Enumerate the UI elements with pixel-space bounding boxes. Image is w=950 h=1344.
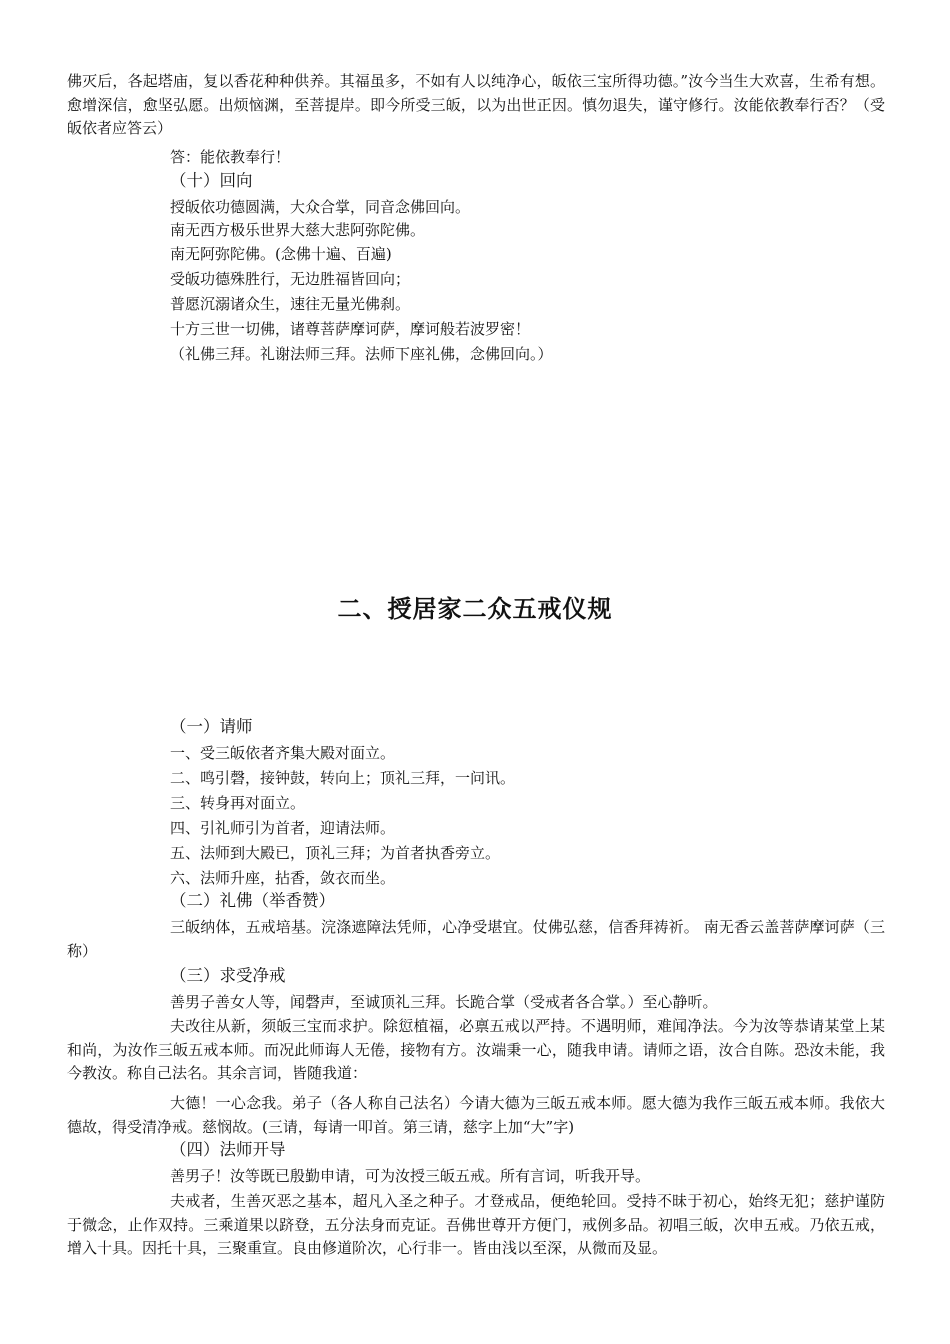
- step-item: 二、鸣引磬，接钟鼓，转向上；顶礼三拜，一问讯。: [170, 769, 516, 787]
- step-item: 四、引礼师引为首者，迎请法师。: [170, 819, 396, 837]
- dedication-line: （礼佛三拜。礼谢法师三拜。法师下座礼佛，念佛回向。）: [170, 345, 553, 363]
- section-paragraph: 三皈纳体，五戒培基。浣涤遮障法凭师，心净受堪宜。仗佛弘慈，信香拜祷祈。 南无香云盖菩萨摩诃萨（三称）: [67, 918, 885, 960]
- section-heading-instruction: （四）法师开导: [170, 1140, 286, 1159]
- section-paragraph: 夫戒者，生善灭恶之基本，超凡入圣之种子。才登戒品，便绝轮回。受持不昧于初心，始终无犯；慈护谨防于微念，止作双持。三乘道果以跻登，五分法身而克证。吾佛世尊开方便门，戒例多品。初唱三皈，次申五戒。乃依五戒，增入十具。因托十具，三聚重宣。良由修道阶次，心行非一。皆由浅以至深，从微而及显。: [67, 1192, 885, 1257]
- section-heading-worship: （二）礼佛（举香赞）: [170, 891, 335, 910]
- dedication-line: 十方三世一切佛，诸尊菩萨摩诃萨，摩诃般若波罗密！: [170, 320, 531, 338]
- step-item: 三、转身再对面立。: [170, 794, 306, 812]
- dedication-line: 南无阿弥陀佛。(念佛十遍、百遍): [170, 245, 392, 263]
- step-item: 五、法师到大殿已，顶礼三拜；为首者执香旁立。: [170, 844, 501, 862]
- chapter-title: 二、授居家二众五戒仪规: [337, 594, 613, 623]
- answer-line: 答：能依教奉行！: [170, 148, 291, 166]
- dedication-line: 南无西方极乐世界大慈大悲阿弥陀佛。: [170, 221, 426, 239]
- section-paragraph: 大德！一心念我。弟子（各人称自己法名）今请大德为三皈五戒本师。愿大德为我作三皈五戒本师。我依大德故，得受清净戒。慈悯故。(三请，每请一叩首。第三请，慈字上加“大”字): [67, 1094, 885, 1136]
- section-heading-request-precepts: （三）求受净戒: [170, 966, 286, 985]
- section-heading-request-master: （一）请师: [170, 717, 253, 736]
- dedication-line: 受皈功德殊胜行，无边胜福皆回向；: [170, 270, 411, 288]
- dedication-line: 普愿沉溺诸众生，速往无量光佛刹。: [170, 295, 411, 313]
- section-heading-dedication: （十）回向: [170, 171, 253, 190]
- step-item: 六、法师升座，拈香，敛衣而坐。: [170, 869, 396, 887]
- top-paragraph: 佛灭后，各起塔庙，复以香花种种供养。其福虽多，不如有人以纯净心，皈依三宝所得功德。”汝今当生大欢喜，生希有想。愈增深信，愈坚弘愿。出烦恼渊，至菩提岸。即今所受三皈，以为出世正因。慎勿退失，谨守修行。汝能依教奉行否？（受皈依者应答云）: [67, 72, 885, 137]
- section-paragraph: 善男子善女人等，闻磬声，至诚顶礼三拜。长跪合掌（受戒者各合掌。）至心静听。: [170, 993, 718, 1011]
- step-item: 一、受三皈依者齐集大殿对面立。: [170, 744, 396, 762]
- section-paragraph: 夫改往从新，须皈三宝而求护。除愆植福，必禀五戒以严持。不遇明师，难闻净法。今为汝等恭请某堂上某和尚，为汝作三皈五戒本师。而况此师诲人无倦，接物有方。汝端秉一心，随我申请。请师之语，汝合自陈。恐汝未能，我今教汝。称自己法名。其余言词，皆随我道：: [67, 1017, 885, 1082]
- section-paragraph: 善男子！汝等既已殷勤申请，可为汝授三皈五戒。所有言词，听我开导。: [170, 1167, 651, 1185]
- dedication-line: 授皈依功德圆满，大众合掌，同音念佛回向。: [170, 198, 471, 216]
